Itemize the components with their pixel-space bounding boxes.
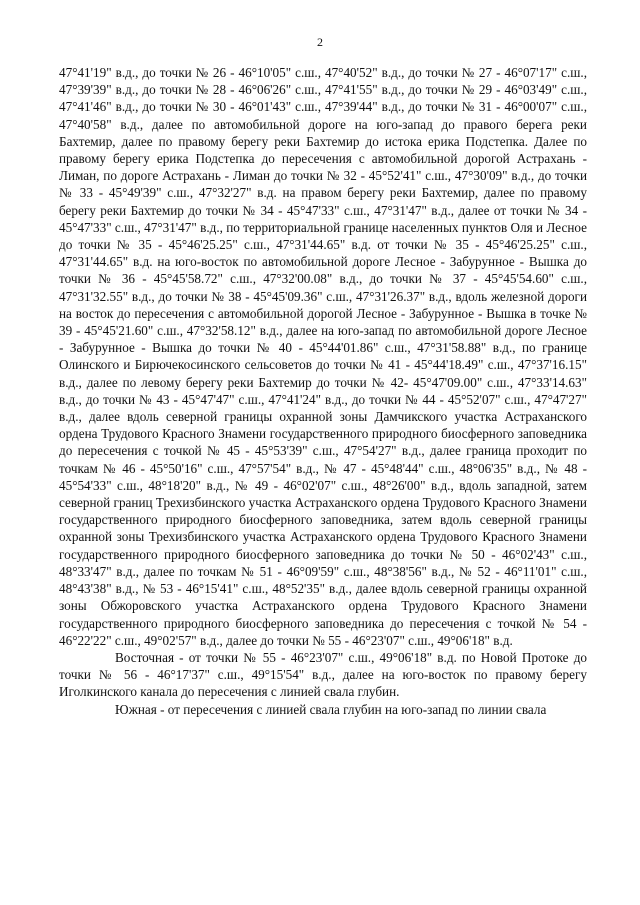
paragraph-boundary-continuation: 47°41'19" в.д., до точки № 26 - 46°10'05" с.ш., 47°40'52" в.д., до точки № 27 - 46°07'17" с.ш., 47°39'39" в.д., до точки № 28 - 46°06'26" с.ш., 47°41'55" в.д., до точки № 29 - 46°03'49" с.ш., 47°41'46" в.д., до точки № 30 - 46°01'43" с.ш., 47°39'44" в.д., до точки № 31 - 46°00'07" с.ш., 47°40'58" в.д., далее по автомобильной дороге на юго-запад до правого берега реки Бахтемир, далее по правому берегу реки Бахтемир до истока ерика Подстепка. Далее по правому берегу ерика Подстепка до пересечения с автомобильной дорогой Астрахань - Лиман, по дороге Астрахань - Лиман до точки № 32 - 45°52'41" с.ш., 47°30'09" в.д., до точки № 33 - 45°49'39" с.ш., 47°32'27" в.д. на правом берегу реки Бахтемир, далее по правому берегу реки Бахтемир до точки № 34 - 45°47'33" с.ш., 47°31'47" в.д., далее от точки № 34 - 45°47'33" с.ш., 47°31'47" в.д., по территориальной границе населенных пунктов Оля и Лесное до точки № 35 - 45°46'25.25" с.ш., 47°31'44.65" в.д. от точки № 35 - 45°46'25.25" с.ш., 47°31'44.65" в.д. на юго-восток по автомобильной дороге Лесное - Забурунное - Вышка до точки № 36 - 45°45'58.72" с.ш., 47°32'00.08" в.д., до точки № 37 - 45°45'54.60" с.ш., 47°31'32.55" в.д., до точки № 38 - 45°45'09.36" с.ш., 47°31'26.37" в.д., вдоль железной дороги на восток до пересечения с автомобильной дорогой Лесное - Забурунное - Вышка в точке № 39 - 45°45'21.60" с.ш., 47°32'58.12" в.д., далее на юго-запад по автомобильной дороге Лесное - Забурунное - Вышка до точки № 40 - 45°44'01.86" с.ш., 47°31'58.88" в.д., по границе Олинского и Бирючекосинского сельсоветов до точки № 41 - 45°44'18.49" с.ш., 47°37'16.15" в.д., далее по левому берегу реки Бахтемир до точки № 42- 45°47'09.00" с.ш., 47°33'14.63" в.д., до точки № 43 - 45°47'47" с.ш., 47°41'24" в.д., до точки № 44 - 45°52'07" с.ш., 47°47'27" в.д., далее вдоль северной границы охранной зоны Дамчикского участка Астраханского ордена Трудового Красного Знамени государственного природного биосферного заповедника до пересечения с точкой № 45 - 45°53'39" с.ш., 47°54'27" в.д., далее граница проходит по точкам № 46 - 45°50'16" с.ш., 47°57'54" в.д., № 47 - 45°48'44" с.ш., 48°06'35" в.д., № 48 - 45°54'33" с.ш., 48°18'20" в.д., № 49 - 46°02'07" с.ш., 48°26'00" в.д., вдоль западной, затем северной границ Трехизбинского участка Астраханского ордена Трудового Красного Знамени государственного природного биосферного заповедника, затем вдоль северной границы охранной зоны Трехизбинского участка Астраханского ордена Трудового Красного Знамени государственного природного биосферного заповедника до точки № 50 - 46°02'43" с.ш., 48°33'47" в.д., далее по точкам № 51 - 46°09'59" с.ш., 48°38'56" в.д., № 52 - 46°11'01" с.ш., 48°43'38" в.д., № 53 - 46°15'41" с.ш., 48°52'35" в.д., далее вдоль северной границы охранной зоны Обжоровского участка Астраханского ордена Трудового Красного Знамени государственного природного биосферного заповедника до пересечения с точкой № 54 - 46°22'22" с.ш., 49°02'57" в.д., далее до точки № 55 - 46°23'07" с.ш., 49°06'18" в.д. [59,65,587,648]
page-number: 2 [317,35,323,49]
paragraph-southern-boundary: Южная - от пересечения с линией свала глубин на юго-запад по линии свала [115,701,547,717]
paragraph-eastern-boundary: Восточная - от точки № 55 - 46°23'07" с.ш., 49°06'18" в.д. по Новой Протоке до точки № 56 - 46°17'37" с.ш., 49°15'54" в.д., далее на юго-восток по правому берегу Иголкинского канала до пересечения с линией свала глубин. [59,649,587,700]
document-body [59,64,587,718]
